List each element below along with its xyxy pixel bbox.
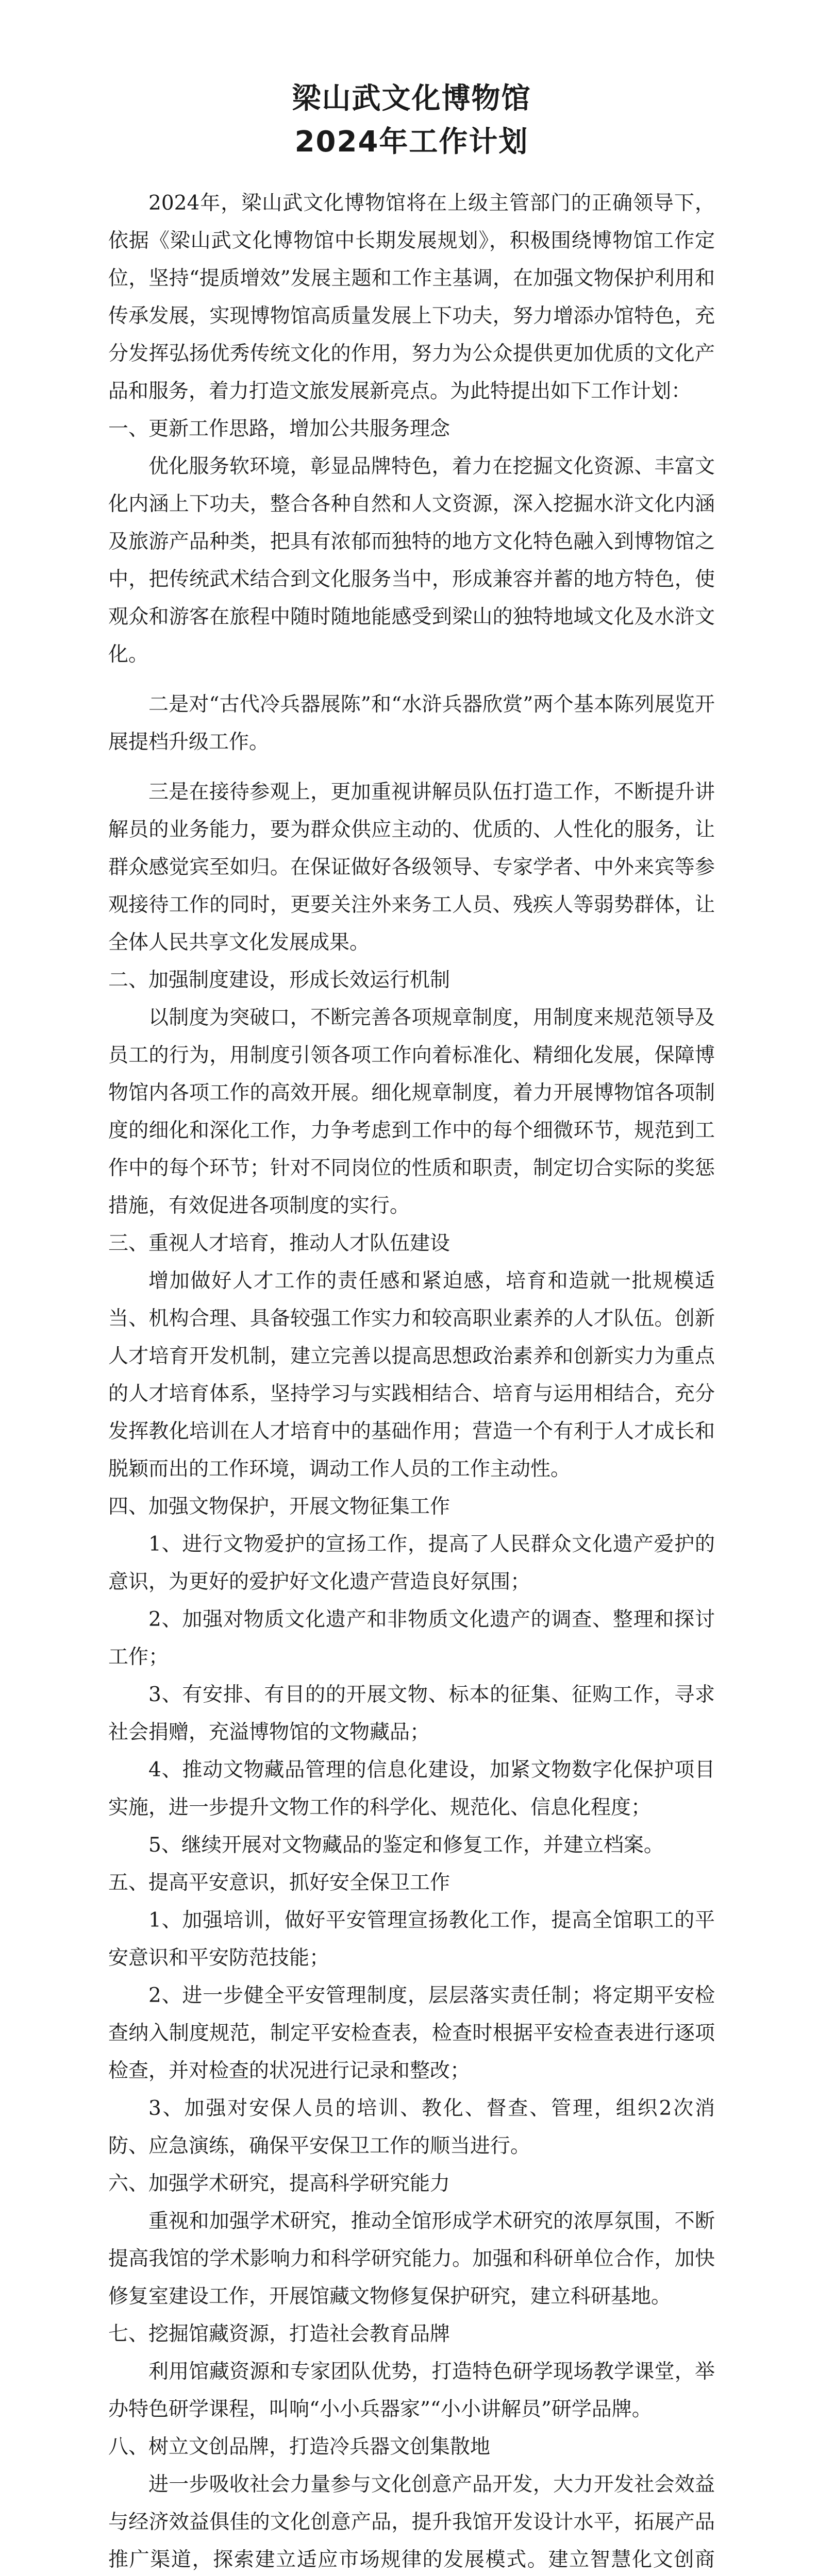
section-heading-6: 六、加强学术研究，提高科学研究能力	[108, 2172, 450, 2195]
section-8-paragraph-1: 进一步吸收社会力量参与文化创意产品开发，大力开发社会效益与经济效益俱佳的文化创意产品，提升我馆开发设计水平，拓展产品推广渠道，探索建立适应市场规律的发展模式。建立智慧化文创商	[108, 2473, 715, 2571]
section-heading-7: 七、挖掘馆藏资源，打造社会教育品牌	[108, 2323, 450, 2346]
section-heading-8: 八、树立文创品牌，打造冷兵器文创集散地	[108, 2435, 491, 2459]
intro-paragraph: 2024年，梁山武文化博物馆将在上级主管部门的正确领导下，依据《梁山武文化博物馆中长期发展规划》，积极围绕博物馆工作定位，坚持“提质增效”发展主题和工作主基调，在加强文物保护利用和传承发展，实现博物馆高质量发展上下功夫，努力增添办馆特色，充分发挥弘扬优秀传统文化的作用，努力为公众提供更加优质的文化产品和服务，着力打造文旅发展新亮点。为此特提出如下工作计划：	[108, 192, 715, 403]
section-4-item: 5、继续开展对文物藏品的鉴定和修复工作，并建立档案。	[148, 1834, 664, 1857]
section-4-item: 1、进行文物爱护的宣扬工作，提高了人民群众文化遗产爱护的意识，为更好的爱护好文化遗产营造良好氛围；	[108, 1533, 715, 1594]
document-title: 梁山武文化博物馆	[292, 82, 531, 115]
section-1-paragraph-1: 优化服务软环境，彰显品牌特色，着力在挖掘文化资源、丰富文化内涵上下功夫，整合各种自然和人文资源，深入挖掘水浒文化内涵及旅游产品种类，把具有浓郁而独特的地方文化特色融入到博物馆之中，把传统武术结合到文化服务当中，形成兼容并蓄的地方特色，使观众和游客在旅程中随时随地能感受到梁山的独特地域文化及水浒文化。	[108, 455, 715, 666]
section-4-item: 2、加强对物质文化遗产和非物质文化遗产的调查、整理和探讨工作；	[108, 1608, 715, 1669]
section-heading-5: 五、提高平安意识，抓好安全保卫工作	[108, 1871, 450, 1894]
section-heading-1: 一、更新工作思路，增加公共服务理念	[108, 417, 450, 440]
section-4-item: 3、有安排、有目的的开展文物、标本的征集、征购工作，寻求社会捐赠，充溢博物馆的文物藏品；	[108, 1683, 715, 1744]
section-1-paragraph-3: 三是在接待参观上，更加重视讲解员队伍打造工作，不断提升讲解员的业务能力，要为群众供应主动的、优质的、人性化的服务，让群众感觉宾至如归。在保证做好各级领导、专家学者、中外来宾等参观接待工作的同时，更要关注外来务工人员、残疾人等弱势群体，让全体人民共享文化发展成果。	[108, 781, 715, 954]
section-7-paragraph-1: 利用馆藏资源和专家团队优势，打造特色研学现场教学课堂，举办特色研学课程，叫响“小小兵器家”“小小讲解员”研学品牌。	[108, 2360, 715, 2421]
document-subtitle: 2024年工作计划	[294, 125, 529, 159]
section-4-item: 4、推动文物藏品管理的信息化建设，加紧文物数字化保护项目实施，进一步提升文物工作的科学化、规范化、信息化程度；	[108, 1758, 715, 1819]
section-6-paragraph-1: 重视和加强学术研究，推动全馆形成学术研究的浓厚氛围，不断提高我馆的学术影响力和科学研究能力。加强和科研单位合作，加快修复室建设工作，开展馆藏文物修复保护研究，建立科研基地。	[108, 2210, 715, 2308]
section-5-item: 2、进一步健全平安管理制度，层层落实责任制；将定期平安检查纳入制度规范，制定平安检查表，检查时根据平安检查表进行逐项检查，并对检查的状况进行记录和整改；	[108, 1984, 715, 2082]
section-3-paragraph-1: 增加做好人才工作的责任感和紧迫感，培育和造就一批规模适当、机构合理、具备较强工作实力和较高职业素养的人才队伍。创新人才培育开发机制，建立完善以提高思想政治素养和创新实力为重点的人才培育体系，坚持学习与实践相结合、培育与运用相结合，充分发挥教化培训在人才培育中的基础作用；营造一个有利于人才成长和脱颖而出的工作环境，调动工作人员的工作主动性。	[108, 1269, 715, 1481]
section-1-paragraph-2: 二是对“古代冷兵器展陈”和“水浒兵器欣赏”两个基本陈列展览开展提档升级工作。	[108, 693, 715, 754]
section-2-paragraph-1: 以制度为突破口，不断完善各项规章制度，用制度来规范领导及员工的行为，用制度引领各项工作向着标准化、精细化发展，保障博物馆内各项工作的高效开展。细化规章制度，着力开展博物馆各项制度的细化和深化工作，力争考虑到工作中的每个细微环节，规范到工作中的每个环节；针对不同岗位的性质和职责，制定切合实际的奖惩措施，有效促进各项制度的实行。	[108, 1006, 715, 1217]
section-5-item: 3、加强对安保人员的培训、教化、督查、管理，组织2次消防、应急演练，确保平安保卫工作的顺当进行。	[108, 2097, 715, 2158]
section-heading-3: 三、重视人才培育，推动人才队伍建设	[108, 1232, 450, 1255]
section-heading-4: 四、加强文物保护，开展文物征集工作	[108, 1495, 450, 1518]
section-heading-2: 二、加强制度建设，形成长效运行机制	[108, 969, 450, 992]
section-5-item: 1、加强培训，做好平安管理宣扬教化工作，提高全馆职工的平安意识和平安防范技能；	[108, 1909, 715, 1970]
document-body	[108, 184, 715, 2576]
